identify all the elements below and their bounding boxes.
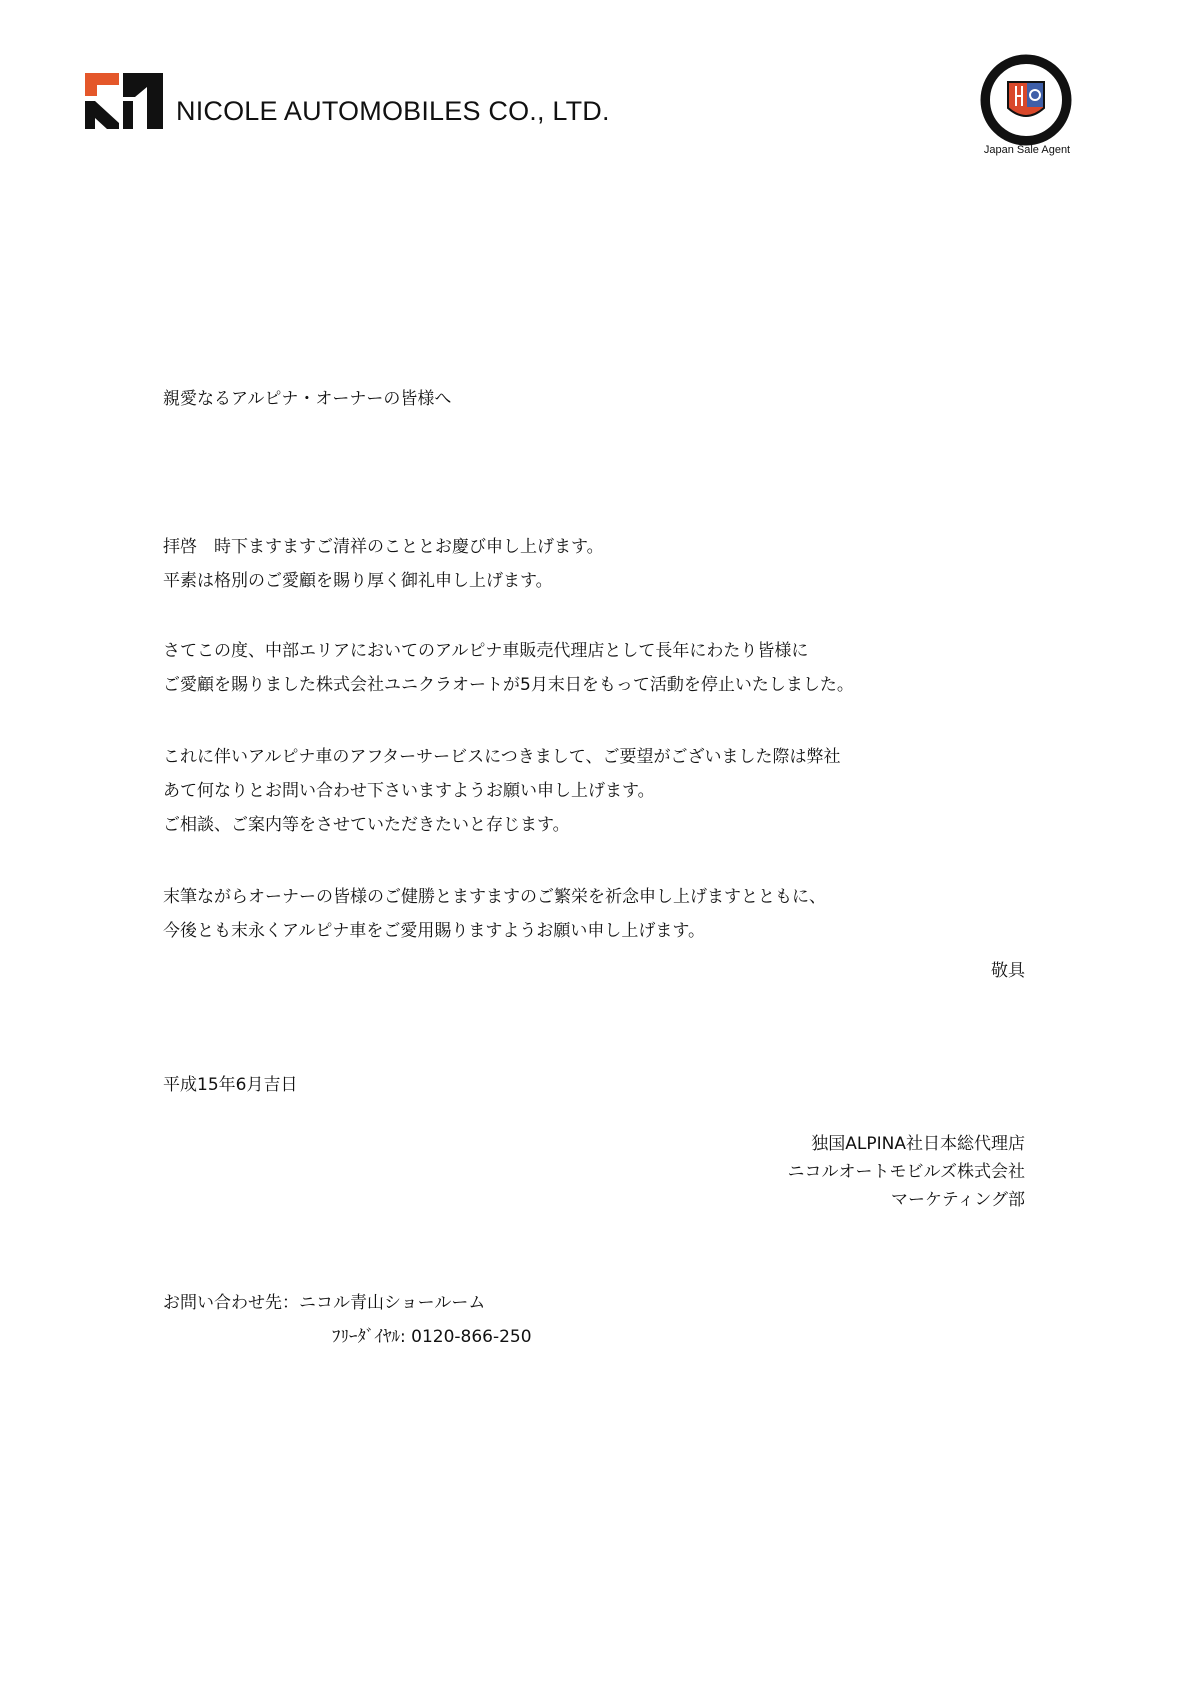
- contact-phone: ﾌﾘｰﾀﾞｲﾔﾙ: 0120-866-250: [332, 1327, 532, 1347]
- signature-line-1: 独国ALPINA社日本総代理店: [811, 1134, 1025, 1154]
- company-name: NICOLE AUTOMOBILES CO., LTD.: [176, 96, 610, 126]
- signature-line-2: ニコルオートモビルズ株式会社: [787, 1162, 1025, 1182]
- contact-label: お問い合わせ先：ニコル青山ショールーム: [163, 1293, 486, 1313]
- salutation: 親愛なるアルピナ・オーナーの皆様へ: [163, 389, 452, 409]
- alpina-emblem-icon: [978, 52, 1074, 148]
- paragraph-3-line-2: あて何なりとお問い合わせ下さいますようお願い申し上げます。: [163, 781, 655, 801]
- paragraph-1-line-2: 平素は格別のご愛顧を賜り厚く御礼申し上げます。: [163, 571, 553, 591]
- nicole-logo-icon: [85, 73, 163, 129]
- paragraph-3-line-1: これに伴いアルピナ車のアフターサービスにつきまして、ご要望がございました際は弊社: [163, 747, 841, 767]
- paragraph-2-line-2: ご愛顧を賜りました株式会社ユニクラオートが5月末日をもって活動を停止いたしました。: [163, 675, 854, 695]
- letter-date: 平成15年6月吉日: [163, 1075, 298, 1095]
- paragraph-4-line-1: 末筆ながらオーナーの皆様のご健勝とますますのご繁栄を祈念申し上げますとともに、: [163, 887, 826, 907]
- closing: 敬具: [991, 961, 1025, 981]
- signature-line-3: マーケティング部: [891, 1190, 1025, 1210]
- paragraph-2-line-1: さてこの度、中部エリアにおいてのアルピナ車販売代理店として長年にわたり皆様に: [163, 641, 809, 661]
- paragraph-3-line-3: ご相談、ご案内等をさせていただきたいと存じます。: [163, 815, 570, 835]
- paragraph-4-line-2: 今後とも末永くアルピナ車をご愛用賜りますようお願い申し上げます。: [163, 921, 705, 941]
- agent-label: Japan Sale Agent: [983, 144, 1071, 156]
- paragraph-1-line-1: 拝啓 時下ますますご清祥のこととお慶び申し上げます。: [163, 537, 604, 557]
- signature-block: [788, 1130, 1026, 1214]
